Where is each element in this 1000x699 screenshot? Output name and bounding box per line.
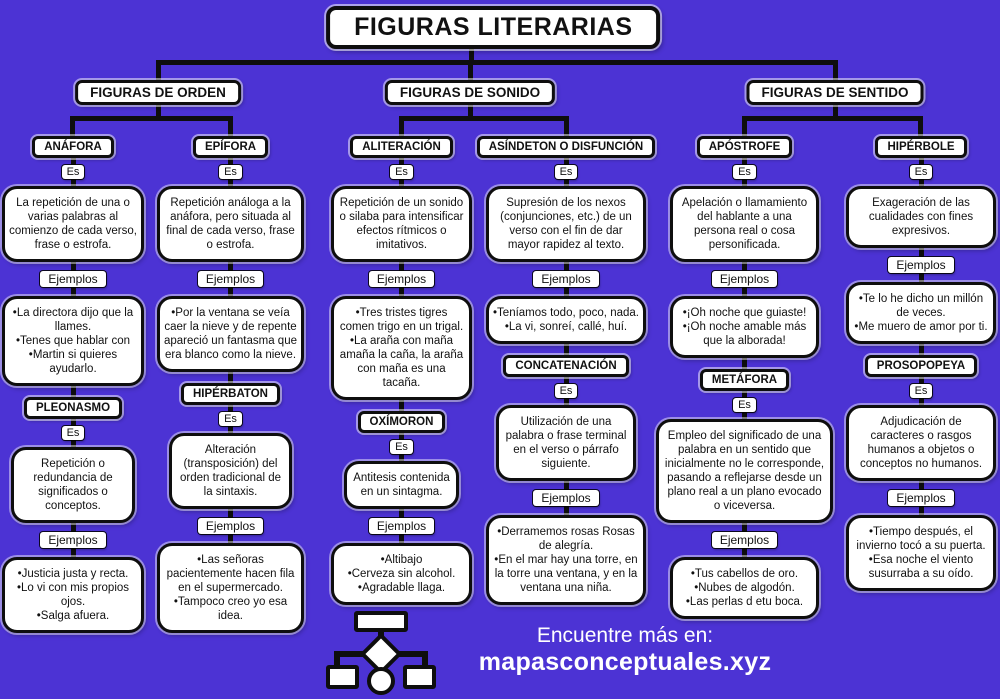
connector-line [71,523,76,532]
figure-header-epifora: EPÍFORA [193,136,268,158]
example-item: •Tres tristes tigres comen trigo en un trigal. [339,307,464,333]
example-item: •Me muero de amor por ti. [854,321,988,333]
es-chip: Es [555,165,578,179]
column-apostrofe [656,136,833,619]
ejemplos-chip: Ejemplos [369,518,434,534]
connector-line [742,116,922,121]
es-chip: Es [733,398,756,412]
figure-header-asindeton: ASÍNDETON O DISFUNCIÓN [477,136,655,158]
examples-box-anafora [2,296,144,386]
footer-tagline: Encuentre más en: [536,624,714,647]
connector-line [919,506,924,515]
ejemplos-chip: Ejemplos [198,271,263,287]
es-chip: Es [62,426,85,440]
column-anafora [2,136,144,633]
connector-line [71,419,76,426]
example-item: •Por la ventana se veía caer la nieve y de repente apareció un fantasma que era blanco como la nieve. [164,307,297,361]
connector-line [228,158,233,165]
connector-line [742,116,747,137]
example-item: •¡Oh noche amable más que la alborada! [682,321,807,347]
connector-line [742,287,747,296]
connector-line [399,509,404,518]
definition-box-epifora: Repetición análoga a la anáfora, pero situada al final de cada verso, frase o estrofa. [157,186,304,262]
definition-box-metafora: Empleo del significado de una palabra en un sentido que inicialmente no le corresponde, pasando a reflejarse desde un plano real a un plano evocado o viceversa. [656,419,833,523]
flowchart-logo-icon [326,611,436,695]
connector-line [71,158,76,165]
connector-line [228,116,233,137]
ejemplos-chip: Ejemplos [712,532,777,548]
example-item: •Te lo he dicho un millón de veces. [858,293,984,319]
es-chip: Es [62,165,85,179]
es-chip: Es [733,165,756,179]
connector-line [742,358,747,369]
example-item: •Agradable llaga. [357,582,446,594]
es-chip: Es [219,165,242,179]
connector-line [564,158,569,165]
connector-line [399,454,404,461]
connector-line [399,179,404,186]
ejemplos-chip: Ejemplos [533,490,598,506]
footer [425,624,825,677]
examples-box-apostrofe [670,296,819,358]
connector-line [228,426,233,433]
ejemplos-chip: Ejemplos [888,257,953,273]
example-item: •Tus cabellos de oro. [690,568,799,580]
connector-line [742,391,747,398]
example-item: •Derramemos rosas Rosas de alegría. [497,526,635,552]
connector-line [228,262,233,271]
logo-bottom-left-rect [326,665,359,689]
definition-box-asindeton: Supresión de los nexos (conjunciones, etc.) de un verso con el fin de dar mayor rapidez al texto. [486,186,646,262]
definition-box-hiperbole: Exageración de las cualidades con fines expresivos. [846,186,996,248]
connector-line [919,344,924,355]
branch-header-sentido: FIGURAS DE SENTIDO [746,80,923,105]
connector-line [742,179,747,186]
connector-line [919,481,924,490]
examples-box-prosopopeya [846,515,996,591]
connector-line [399,534,404,543]
connector-line [918,116,923,137]
example-item: •En el mar hay una torre, en la torre una ventana, y en la ventana una niña. [494,554,638,594]
connector-line [399,400,404,411]
ejemplos-chip: Ejemplos [40,271,105,287]
figure-header-hiperbole: HIPÉRBOLE [875,136,966,158]
connector-line [399,158,404,165]
connector-line [71,548,76,557]
figure-header-concatenacion: CONCATENACIÓN [503,355,628,377]
connector-line [564,287,569,296]
connector-line [742,412,747,419]
examples-box-asindeton [486,296,646,344]
connector-line [742,262,747,271]
figure-header-aliteracion: ALITERACIÓN [350,136,453,158]
connector-line [228,287,233,296]
connector-line [919,377,924,384]
connector-line [742,158,747,165]
connector-line [564,481,569,490]
examples-box-aliteracion [331,296,472,400]
definition-box-anafora: La repetición de una o varias palabras al comienzo de cada verso, frase o estrofa. [2,186,144,262]
definition-box-hiperbaton: Alteración (transposición) del orden tradicional de la sintaxis. [169,433,292,509]
connector-line [228,509,233,518]
connector-line [564,179,569,186]
connector-line [399,287,404,296]
branch-header-orden: FIGURAS DE ORDEN [75,80,241,105]
connector-line [71,386,76,397]
ejemplos-chip: Ejemplos [533,271,598,287]
example-item: •Martin si quieres ayudarlo. [28,349,118,375]
connector-line [71,179,76,186]
connector-line [228,372,233,383]
figure-header-hiperbaton: HIPÉRBATON [181,383,280,405]
figure-header-anafora: ANÁFORA [32,136,114,158]
es-chip: Es [910,165,933,179]
connector-line [919,179,924,186]
connector-line [156,60,838,65]
definition-box-oximoron: Antitesis contenida en un sintagma. [344,461,460,509]
examples-box-hiperbaton [157,543,304,633]
es-chip: Es [555,384,578,398]
example-item: •Lo vi con mis propios ojos. [16,582,130,608]
example-item: •Altibajo [380,554,423,566]
es-chip: Es [219,412,242,426]
connector-line [71,287,76,296]
example-item: •Salga afuera. [36,610,110,622]
ejemplos-chip: Ejemplos [369,271,434,287]
connector-line [71,262,76,271]
connector-line [399,433,404,440]
example-item: •Las perlas d etu boca. [685,596,804,608]
logo-top-rect [354,611,408,632]
branch-header-sonido: FIGURAS DE SONIDO [385,80,555,105]
example-item: •Cerveza sin alcohol. [347,568,456,580]
connector-line [228,405,233,412]
column-hiperbole [846,136,996,591]
connector-line [564,398,569,405]
footer-website[interactable]: mapasconceptuales.xyz [478,648,772,676]
connector-line [399,116,569,121]
connector-line [71,440,76,447]
ejemplos-chip: Ejemplos [888,490,953,506]
ejemplos-chip: Ejemplos [198,518,263,534]
definition-box-apostrofe: Apelación o llamamiento del hablante a una persona real o cosa personificada. [670,186,819,262]
connector-line [919,158,924,165]
es-chip: Es [910,384,933,398]
example-item: •Las señoras pacientemente hacen fila en el supermercado. [166,554,295,594]
examples-box-hiperbole [846,282,996,344]
es-chip: Es [390,440,413,454]
connector-line [564,506,569,515]
examples-box-oximoron [331,543,472,605]
connector-line [742,523,747,532]
examples-box-epifora [157,296,304,372]
connector-line [564,377,569,384]
page-title: FIGURAS LITERARIAS [326,6,660,49]
column-aliteracion [331,136,472,605]
example-item: •Nubes de algodón. [694,582,795,594]
examples-box-concatenacion [486,515,646,605]
logo-circle [367,667,395,695]
definition-box-concatenacion: Utilización de una palabra o frase terminal en el verso o párrafo siguiente. [496,405,637,481]
connector-line [742,548,747,557]
figure-header-prosopopeya: PROSOPOPEYA [865,355,977,377]
connector-line [564,344,569,355]
example-item: •Justicia justa y recta. [17,568,129,580]
connector-line [228,534,233,543]
figure-header-apostrofe: APÓSTROFE [697,136,793,158]
example-item: •Tenes que hablar con [16,335,130,347]
example-item: •Teníamos todo, poco, nada. [493,307,639,319]
figure-header-oximoron: OXÍMORON [358,411,446,433]
ejemplos-chip: Ejemplos [712,271,777,287]
example-item: •Tampoco creo yo esa idea. [173,596,288,622]
connector-line [564,262,569,271]
definition-box-aliteracion: Repetición de un sonido o silaba para intensificar efectos rítmicos o imitativos. [331,186,472,262]
connector-line [399,262,404,271]
examples-box-metafora [670,557,819,619]
example-item: •¡Oh noche que guiaste! [682,307,807,319]
connector-line [399,116,404,137]
connector-line [70,116,233,121]
connector-line [919,273,924,282]
es-chip: Es [390,165,413,179]
connector-line [228,179,233,186]
ejemplos-chip: Ejemplos [40,532,105,548]
connector-line [919,248,924,257]
example-item: •La araña con maña amaña la caña, la araña con maña es una tacaña. [339,335,464,389]
example-item: •Esa noche el viento susurraba a su oído. [868,554,974,580]
connector-line [919,398,924,405]
figure-header-pleonasmo: PLEONASMO [24,397,122,419]
connector-line [564,116,569,137]
example-item: •Tiempo después, el invierno tocó a su puerta. [856,526,986,552]
definition-box-pleonasmo: Repetición o redundancia de significados o conceptos. [11,447,136,523]
column-asindeton [486,136,646,605]
figure-header-metafora: METÁFORA [700,369,789,391]
definition-box-prosopopeya: Adjudicación de caracteres o rasgos humanos a objetos o conceptos no humanos. [846,405,996,481]
example-item: •La directora dijo que la llames. [12,307,134,333]
example-item: •La vi, sonreí, callé, huí. [504,321,628,333]
examples-box-pleonasmo [2,557,144,633]
connector-line [70,116,75,137]
column-epifora [157,136,304,633]
